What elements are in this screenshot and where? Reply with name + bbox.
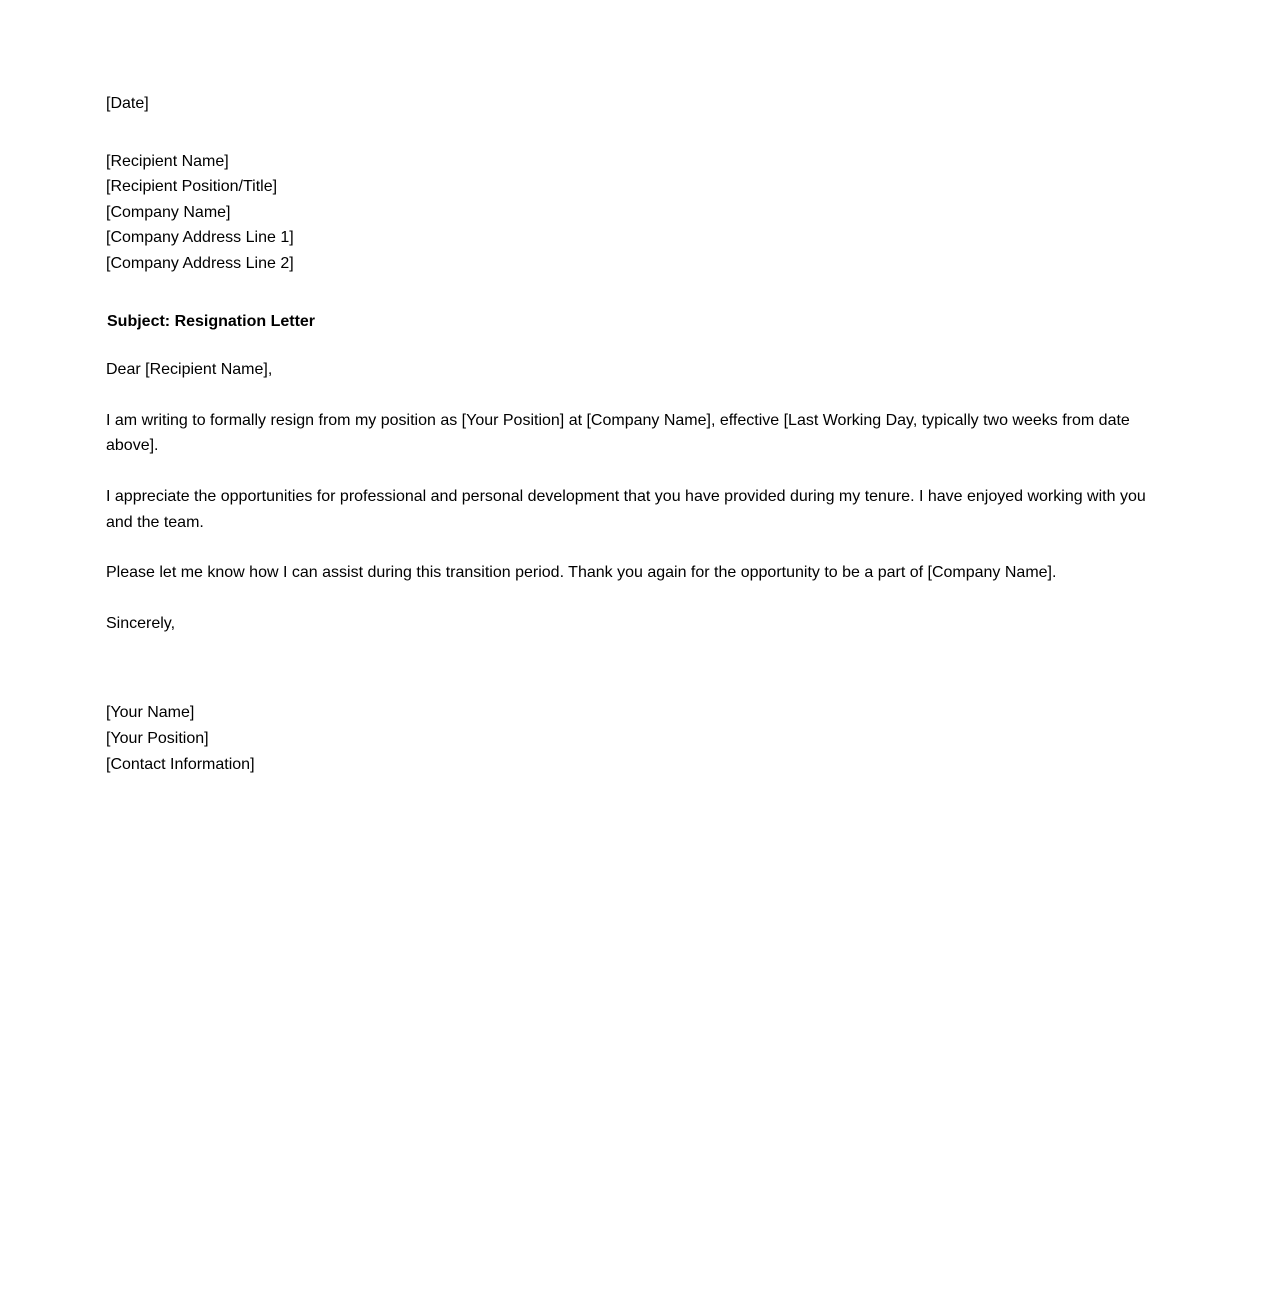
body-paragraph: Please let me know how I can assist during this transition period. Thank you again for the opportunity to be a part of [Company Name]. xyxy=(106,564,1057,582)
letter-date: [Date] xyxy=(106,95,149,112)
sender-name: [Your Name] xyxy=(106,704,195,722)
date-block xyxy=(106,91,1166,117)
letter-closing: Sincerely, xyxy=(106,614,176,632)
recipient-address-block xyxy=(106,149,1166,277)
recipient-position: [Recipient Position/Title] xyxy=(106,178,278,196)
body-paragraph: I am writing to formally resign from my position as [Your Position] at [Company Name], effective [Last Working Day, typically two weeks from date above]. xyxy=(106,411,1130,455)
sender-contact: [Contact Information] xyxy=(106,755,255,773)
recipient-company: [Company Name] xyxy=(106,203,231,221)
sender-position: [Your Position] xyxy=(106,729,209,747)
letter-page xyxy=(106,91,1166,777)
recipient-name: [Recipient Name] xyxy=(106,152,229,170)
letter-salutation: Dear [Recipient Name], xyxy=(106,361,273,379)
letter-subject: Subject: Resignation Letter xyxy=(107,312,316,330)
body-paragraph: I appreciate the opportunities for professional and personal development that you have provided during my tenure. I have enjoyed working with you and the team. xyxy=(106,487,1146,531)
recipient-address-line-1: [Company Address Line 1] xyxy=(106,229,294,247)
recipient-address-line-2: [Company Address Line 2] xyxy=(106,254,294,272)
signature-block xyxy=(106,700,1166,777)
